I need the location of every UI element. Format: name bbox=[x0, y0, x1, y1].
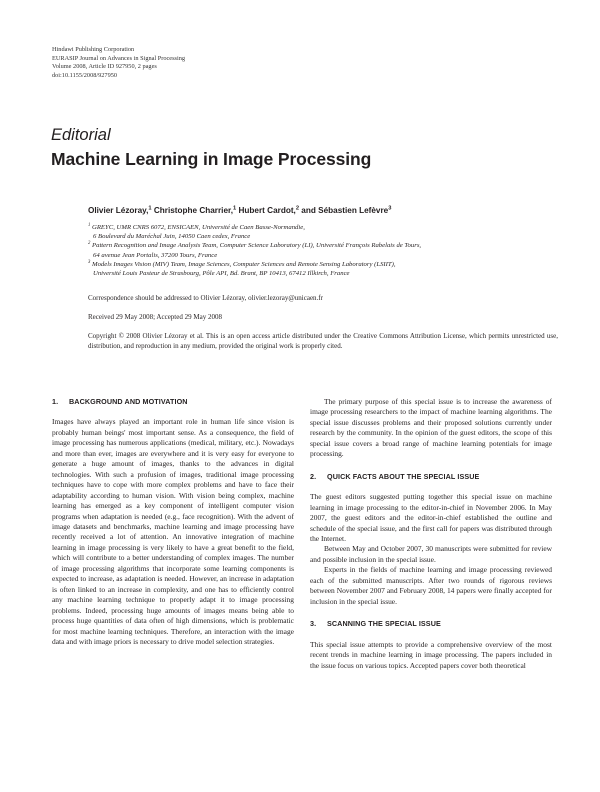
journal-name: EURASIP Journal on Advances in Signal Processing bbox=[52, 54, 186, 62]
paragraph: This special issue attempts to provide a comprehensive overview of the most recent trends in machine learning in image processing. The papers included in the issue focus on various topics. Accepted papers cover both theoretical bbox=[310, 639, 552, 670]
affiliation-text: Pattern Recognition and Image Analysis Team, Computer Science Laboratory (LI), Université François Rabelais de Tours, bbox=[90, 242, 422, 250]
affiliation-address: Université Louis Pasteur de Strasbourg, Pôle API, Bd. Brant, BP 10413, 67412 Illkirch, France bbox=[93, 270, 350, 278]
journal-header bbox=[52, 46, 185, 80]
author-affiliation-mark: 2 bbox=[295, 205, 300, 212]
section-title: BACKGROUND AND MOTIVATION bbox=[69, 397, 188, 406]
volume-info: Volume 2008, Article ID 927950, 2 pages bbox=[52, 63, 157, 71]
received-dates: Received 29 May 2008; Accepted 29 May 2008 bbox=[88, 313, 222, 321]
section-title: QUICK FACTS ABOUT THE SPECIAL ISSUE bbox=[327, 471, 480, 481]
affiliation-line bbox=[88, 260, 558, 269]
affiliation-text: GREYC, UMR CNRS 6072, ENSICAEN, Université de Caen Basse-Normandie, bbox=[90, 224, 305, 231]
author-name: Christophe Charrier, bbox=[151, 206, 234, 215]
section-number: 3. bbox=[310, 619, 317, 629]
paragraph: Images have always played an important role in human life since vision is probably human beings' most important sense. As a consequence, the field of image processing has numerous applications (medical, military, etc.). Nowadays and more than ever, images are everywhere and it is very easy for everyone to generate a huge amount of images, thanks to the advances in digital technologies. With such a profusion of images, traditional image processing techniques have to cope with more complex problems and have to face their adaptability according to human vision. With vision being complex, machine learning has emerged as a key component of intelligent computer vision programs when adaptation is needed (e.g., face recognition). With the advent of image datasets and benchmarks, machine learning and image processing have recently received a lot of attention. An innovative integration of machine learning in image processing is very likely to have a great benefit to the field, which will contribute to a better understanding of complex images. The number of image processing algorithms that incorporate some learning components is expected to increase, as adaptation is needed. However, an increase in adaptation is often linked to an increase in complexity, and one has to efficiently control any machine learning technique to properly adapt it to image processing problems. Indeed, processing huge amounts of images means being able to process huge quantities of data often of high dimensions, which is problematic for most machine learning techniques. Therefore, an interaction with the image data and with image priors is necessary to drive model selection strategies. bbox=[52, 417, 294, 646]
article-kind: Editorial bbox=[51, 126, 111, 144]
author-affiliation-mark: 1 bbox=[233, 205, 237, 212]
section-number: 2. bbox=[310, 471, 317, 481]
affiliation-address: 6 Boulevard du Maréchal Juin, 14050 Caen cedex, France bbox=[93, 233, 251, 241]
doi[interactable]: doi:10.1155/2008/927950 bbox=[52, 71, 118, 79]
left-column bbox=[52, 397, 294, 647]
section-heading bbox=[310, 619, 552, 629]
affiliations bbox=[88, 223, 558, 278]
author-name: and Sébastien Lefèvre bbox=[299, 206, 389, 215]
author-name: Olivier Lézoray, bbox=[88, 206, 149, 215]
section-number: 1. bbox=[52, 397, 59, 406]
affiliation-address: 64 avenue Jean Portalis, 37200 Tours, France bbox=[93, 251, 218, 259]
affiliation-text: Models Images Vision (MIV) Team, Image Sciences, Computer Sciences and Remote Sensing Laboratory (LSIIT), bbox=[90, 260, 396, 268]
copyright-notice: Copyright © 2008 Olivier Lézoray et al. This is an open access article distributed under the Creative Commons Attribution License, which permits unrestricted use, distribution, and reproduction in any medium, provided the original work is properly cited. bbox=[88, 332, 558, 350]
author-list bbox=[88, 206, 391, 215]
paragraph: The guest editors suggested putting together this special issue on machine learning in image processing to the editor-in-chief in November 2006. In May 2007, the guest editors and the editor-in-chief established the outline and schedule of the special issue, and the first call for papers was distributed through the Internet. bbox=[310, 492, 552, 543]
publisher-name: Hindawi Publishing Corporation bbox=[52, 46, 135, 53]
affiliation-mark: 3 bbox=[88, 259, 91, 265]
affiliation-line bbox=[88, 223, 558, 232]
correspondence-note: Correspondence should be addressed to Olivier Lézoray, olivier.lezoray@unicaen.fr bbox=[88, 294, 323, 302]
author-affiliation-mark: 3 bbox=[388, 205, 392, 212]
article-title: Machine Learning in Image Processing bbox=[51, 149, 372, 169]
author-affiliation-mark: 1 bbox=[148, 205, 152, 212]
section-heading bbox=[310, 472, 552, 482]
paragraph: Between May and October 2007, 30 manuscripts were submitted for review and possible inclusion in the special issue. bbox=[310, 544, 552, 564]
affiliation-line bbox=[88, 241, 558, 250]
affiliation-mark: 1 bbox=[88, 222, 91, 228]
author-name: Hubert Cardot, bbox=[236, 206, 296, 215]
affiliation-mark: 2 bbox=[88, 241, 91, 247]
section-heading bbox=[52, 397, 294, 407]
paragraph: Experts in the fields of machine learning and image processing reviewed each of the submitted manuscripts. After two rounds of rigorous reviews between November 2007 and February 2008, 14 papers were finally accepted for inclusion in the special issue. bbox=[310, 565, 552, 606]
section-title: SCANNING THE SPECIAL ISSUE bbox=[327, 619, 441, 629]
right-column bbox=[310, 397, 552, 671]
paragraph: The primary purpose of this special issue is to increase the awareness of image processing researchers to the impact of machine learning algorithms. The special issue discusses problems and their proposed solutions currently under research by the community. In the opinion of the guest editors, the scope of this special issue covers a broad range of machine learning potentials for image processing. bbox=[310, 397, 552, 459]
